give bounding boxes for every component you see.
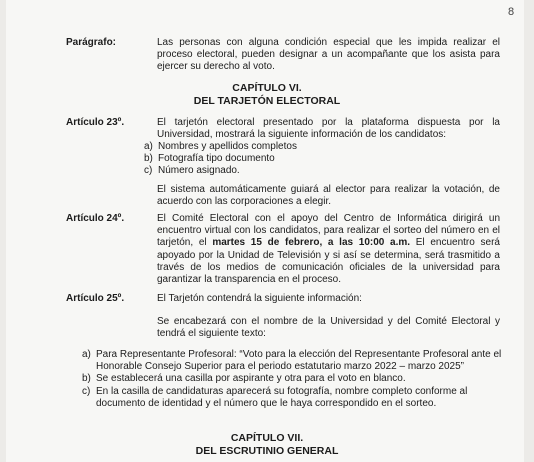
article-23-label: Artículo 23º. (66, 117, 125, 128)
list-item-text: Número asignado. (158, 165, 240, 177)
paragrafo-label: Parágrafo: (66, 37, 117, 48)
list-item-text: Se establecerá una casilla por aspirante y otra para el voto en blanco. (96, 373, 406, 385)
article-23-list (144, 141, 504, 178)
article-23-closing: El sistema automáticamente guiará al elector para realizar la votación, de acuerdo con las corporaciones a elegir. (157, 184, 500, 208)
list-marker: c) (82, 385, 91, 397)
list-item-text: Nombres y apellidos completos (158, 141, 297, 152)
article-25-intro: El Tarjetón contendrá la siguiente información: (157, 293, 362, 304)
article-24-date: martes 15 de febrero, a las 10:00 a.m. (212, 237, 411, 249)
page-number: 8 (508, 6, 515, 18)
chapter-7-subtitle: DEL ESCRUTINIO GENERAL (195, 445, 339, 457)
list-marker: a) (82, 349, 91, 360)
list-item-text: Fotografía tipo documento (158, 153, 275, 165)
list-item (144, 153, 504, 165)
article-24-text (157, 213, 500, 286)
chapter-7-title: CAPÍTULO VII. (230, 432, 304, 444)
article-25-list (82, 349, 502, 410)
article-25-para: Se encabezará con el nombre de la Universidad y del Comité Electoral y tendrá el siguiente texto: (157, 316, 500, 340)
article-24-label: Artículo 24º. (66, 213, 125, 224)
chapter-6-subtitle: DEL TARJETÓN ELECTORAL (193, 95, 341, 107)
list-item (144, 141, 504, 153)
article-24-text-part: El Comité Electoral con el apoyo del Centro de Informática dirigirá un encuentro virtual con los candidatos, para realizar el sorteo del número en el tarjetón, el (157, 213, 500, 249)
list-item (144, 165, 504, 177)
list-marker: a) (144, 141, 153, 152)
article-25-label: Artículo 25º. (66, 293, 125, 304)
list-item-text: En la casilla de candidaturas aparecerá su fotografía, nombre completo conforme al documento de identidad y el número que le haya correspondido en el sorteo. (96, 385, 468, 409)
article-24-text-part: El encuentro será apoyado por la Unidad de Televisión y si así se determina, será trasmitido a través de los medios de comunicación oficiales de la universidad para garantizar la transparencia en el proceso. (157, 237, 500, 286)
list-item (82, 373, 502, 385)
article-23-intro: El tarjetón electoral presentado por la plataforma dispuesta por la Universidad, mostrará la siguiente información de los candidatos: (157, 117, 500, 141)
chapter-6-title: CAPÍTULO VI. (232, 82, 302, 94)
paragrafo-text: Las personas con alguna condición especial que les impida realizar el proceso electoral, pueden designar a un acompañante que los asista para ejercer su derecho al voto. (157, 37, 500, 73)
list-item (82, 349, 502, 373)
list-marker: c) (144, 165, 153, 177)
list-item-text: Para Representante Profesoral: “Voto para la elección del Representante Profesoral ante el Honorable Consejo Superior para el periodo estatutario marzo 2022 – marzo 2025” (96, 349, 502, 373)
list-marker: b) (144, 153, 153, 165)
list-item (82, 386, 502, 410)
list-marker: b) (82, 373, 91, 385)
